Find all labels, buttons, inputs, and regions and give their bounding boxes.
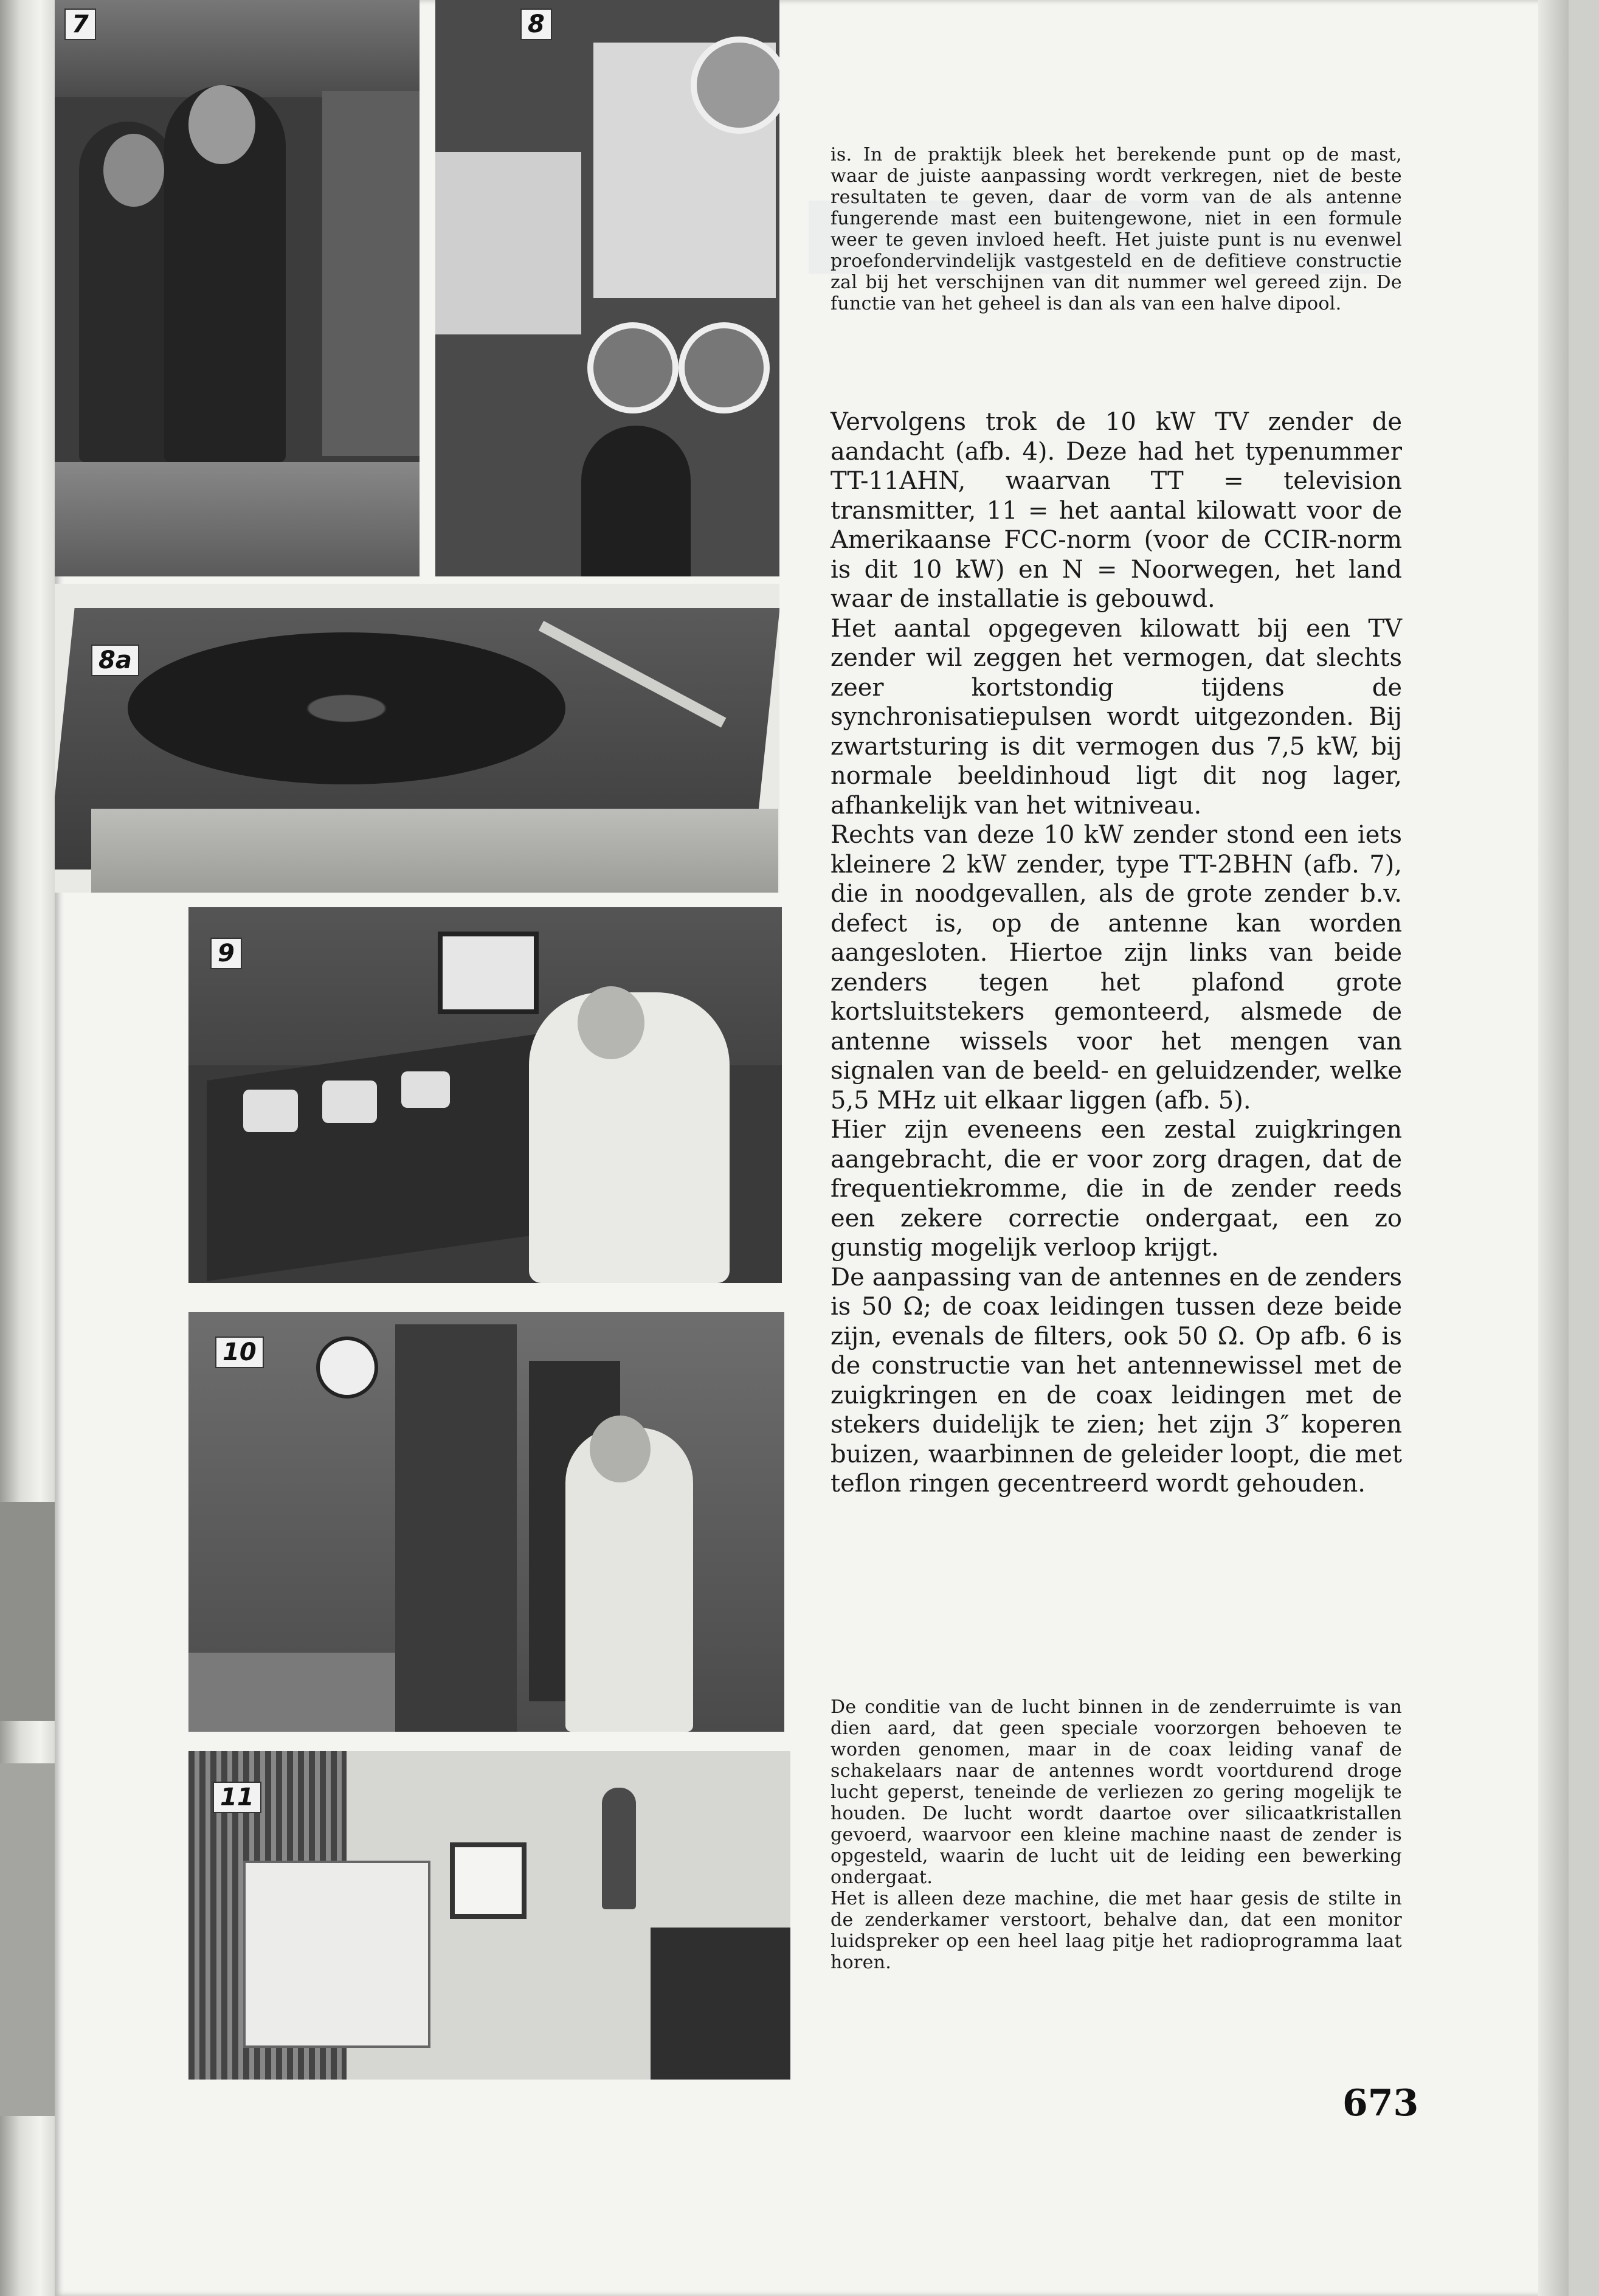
head-shape	[188, 85, 255, 164]
equipment-rack-shape	[395, 1324, 517, 1732]
tape-reel-shape	[679, 322, 770, 413]
article-top-block	[831, 144, 1402, 314]
page-edge	[1538, 0, 1569, 2296]
console-screen-shape	[243, 1090, 298, 1132]
turntable-front-shape	[91, 809, 778, 893]
article-paragraph: Hier zijn eveneens een zestal zuigkringen aangebracht, die er voor zorg dragen, dat de frequentiekromme, die in de zender reeds een zekere correctie ondergaat, een zo gunstig mogelijk verloop krijgt.	[831, 1116, 1402, 1262]
machine-shape	[243, 1861, 430, 2048]
previous-page-strip	[0, 1502, 61, 1721]
page-number: 673	[1342, 2082, 1419, 2125]
monitor-shape	[438, 932, 539, 1014]
figure-label: 9	[210, 938, 242, 969]
article-main-text	[831, 407, 1402, 1499]
article-paragraph: Vervolgens trok de 10 kW TV zender de aandacht (afb. 4). Deze had het typenummer TT-11AHN, waarvan TT = television transmitter, 11 = het aantal kilowatt voor de Amerikaanse FCC-norm (voor de CCIR-norm is dit 10 kW) en N = Noorwegen, het land waar de installatie is gebouwd.	[831, 408, 1402, 613]
figure-label: 8a	[91, 645, 139, 676]
article-paragraph: Rechts van deze 10 kW zender stond een iets kleinere 2 kW zender, type TT-2BHN (afb. 7), die in noodgevallen, als de grote zender b.v. defect is, op de antenne kan worden aangesloten. Hiertoe zijn links van beide zenders tegen het plafond grote kortsluitstekers gemonteerd, alsmede de antenne wissels voor het mengen van signalen van de beeld- en geluidzender, welke 5,5 MHz uit elkaar liggen (afb. 5).	[831, 821, 1402, 1115]
control-console-shape	[55, 462, 420, 576]
tape-reel-shape	[691, 36, 779, 134]
operator-silhouette	[581, 426, 691, 576]
rack-panel-shape	[435, 152, 581, 334]
article-paragraph: Het is alleen deze machine, die met haar gesis de stilte in de zenderkamer verstoort, behalve dan, dat een monitor luidspreker op een heel laag pitje het radioprogramma laat horen.	[831, 1888, 1402, 1973]
figure-label: 7	[64, 9, 96, 40]
previous-page-strip	[0, 1763, 61, 2116]
head-shape	[578, 986, 644, 1059]
fire-extinguisher-shape	[602, 1788, 636, 1909]
figure-label: 8	[520, 9, 552, 40]
article-paragraph: Het aantal opgegeven kilowatt bij een TV zender wil zeggen het vermogen, dat slechts zeer kortstondig tijdens de synchronisatiepulsen wordt uitgezonden. Bij zwartsturing is dit vermogen dus 7,5 kW, bij normale beeldinhoud ligt dit nog lager, afhankelijk van het witniveau.	[831, 614, 1402, 820]
equipment-rack-shape	[55, 0, 420, 97]
clock-icon	[316, 1336, 378, 1399]
floor-shape	[188, 1653, 395, 1732]
equipment-shape	[651, 1928, 790, 2080]
figure-label: 10	[215, 1336, 264, 1368]
article-paragraph: De conditie van de lucht binnen in de zenderruimte is van dien aard, dat geen speciale voorzorgen behoeven te worden genomen, maar in de coax leiding vanaf de schakelaars naar de antennes wordt voortdurend droge lucht geperst, teneinde de verliezen zo gering mogelijk te houden. De lucht wordt daartoe over silicaatkristallen gevoerd, waarvoor een kleine machine naast de zender is opgesteld, waarin de lucht uit de leiding een bewerking ondergaat.	[831, 1696, 1402, 1888]
article-paragraph: is. In de praktijk bleek het berekende punt op de mast, waar de juiste aanpassing wordt verkregen, niet de beste resultaten te geven, daar de vorm van de als antenne fungerende mast een buitengewone, niet in een formule weer te geven invloed heeft. Het juiste punt is nu evenwel proefondervindelijk vastgesteld en de defitieve constructie zal bij het verschijnen van dit nummer wel gereed zijn. De functie van het geheel is dan als van een halve dipool.	[831, 144, 1402, 314]
console-screen-shape	[401, 1071, 450, 1108]
tape-reel-shape	[587, 322, 679, 413]
head-shape	[103, 134, 164, 207]
console-screen-shape	[322, 1081, 377, 1123]
article-bottom-block	[831, 1696, 1402, 1973]
photo-fig-9	[188, 907, 782, 1283]
photo-fig-11	[188, 1751, 790, 2080]
photo-fig-7	[55, 0, 420, 576]
turntable-platter-shape	[128, 632, 565, 784]
photo-fig-8a	[55, 584, 779, 893]
photo-fig-10	[188, 1312, 784, 1732]
figure-label: 11	[213, 1782, 261, 1813]
photo-fig-8	[435, 0, 779, 576]
wall-sign-shape	[450, 1842, 527, 1919]
rack-panel-shape	[322, 91, 420, 456]
head-shape	[590, 1416, 651, 1482]
article-paragraph: De aanpassing van de antennes en de zenders is 50 Ω; de coax leidingen tussen deze beide zijn, evenals de filters, ook 50 Ω. Op afb. 6 is de constructie van het antennewissel met de zuigkringen en de coax leidingen met de stekers duidelijk te zien; het zijn 3″ koperen buizen, waarbinnen de geleider loopt, die met teflon ringen gecentreerd wordt gehouden.	[831, 1263, 1402, 1498]
